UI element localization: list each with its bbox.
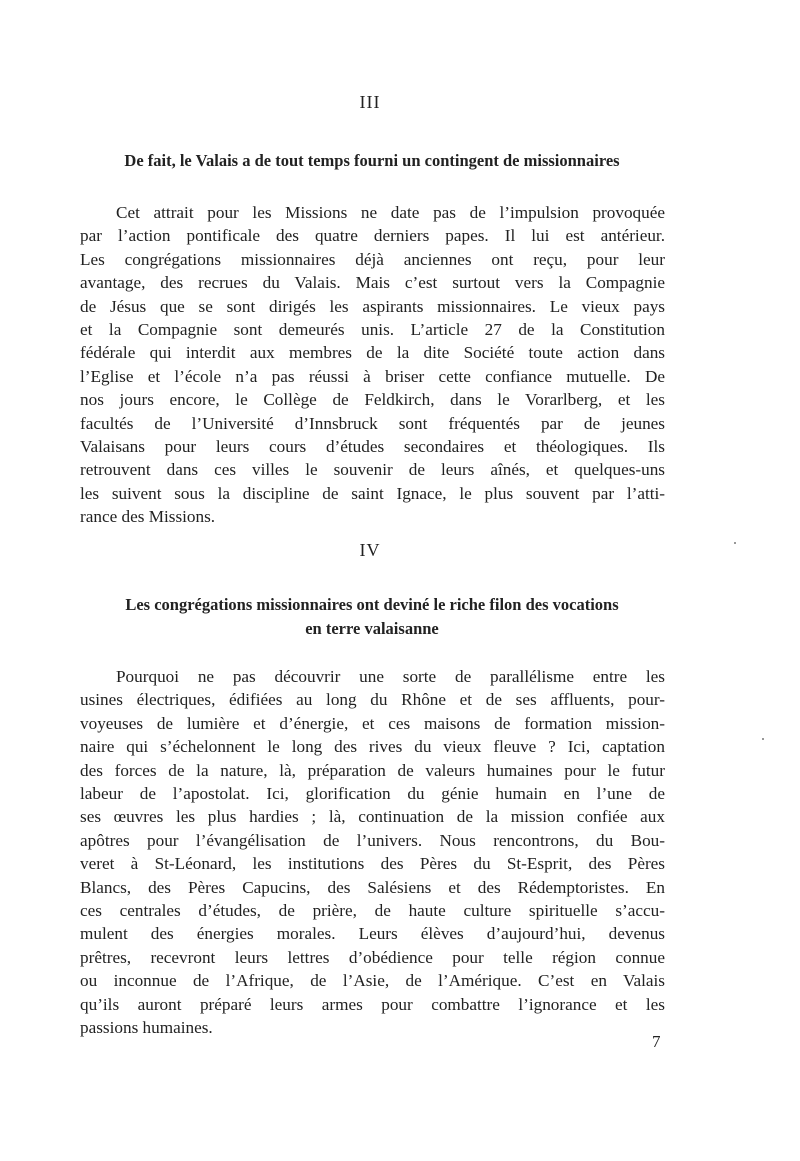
page-number: 7 — [652, 1032, 661, 1051]
paragraph-line: qu’ils auront préparé leurs armes pour combattre l’ignorance et les — [80, 994, 665, 1014]
paragraph-line: l’Eglise et l’école n’a pas réussi à briser cette confiance mutuelle. De — [80, 366, 665, 386]
section-iii-heading-line: De fait, le Valais a de tout temps fourni un contingent de missionnaires — [124, 151, 620, 170]
section-iv-heading-line: Les congrégations missionnaires ont deviné le riche filon des vocations — [125, 595, 619, 614]
paragraph-line: voyeuses de lumière et d’énergie, et ces maisons de formation mission- — [80, 713, 665, 733]
paragraph-line: de Jésus que se sont dirigés les aspirants missionnaires. Le vieux pays — [80, 296, 665, 316]
paragraph-line: apôtres pour l’évangélisation de l’univers. Nous rencontrons, du Bou- — [80, 830, 665, 850]
paragraph-line: les suivent sous la discipline de saint Ignace, le plus souvent par l’atti- — [80, 483, 665, 503]
section-iii-paragraph — [80, 201, 665, 529]
paragraph-line: Pourquoi ne pas découvrir une sorte de parallélisme entre les — [116, 667, 665, 686]
paragraph-line: ces centrales d’études, de prière, de haute culture spirituelle s’accu- — [80, 901, 665, 921]
section-iii-heading — [78, 149, 666, 173]
scan-speck — [762, 738, 764, 740]
paragraph-line: ses œuvres les plus hardies ; là, continuation de la mission confiée aux — [80, 807, 665, 827]
scan-speck — [734, 542, 736, 544]
paragraph-line: passions humaines. — [80, 1018, 213, 1038]
paragraph-line: avantage, des recrues du Valais. Mais c’est surtout vers la Compagnie — [80, 273, 665, 293]
section-iv-heading — [78, 593, 666, 641]
paragraph-line: labeur de l’apostolat. Ici, glorification du génie humain en l’une de — [80, 784, 665, 804]
section-iv-paragraph — [80, 665, 665, 1040]
paragraph-line: naire qui s’échelonnent le long des rives du vieux fleuve ? Ici, captation — [80, 737, 665, 757]
section-number-iii: III — [359, 92, 381, 112]
paragraph-line: mulent des énergies morales. Leurs élèves d’aujourd’hui, devenus — [80, 924, 665, 944]
paragraph-line: rance des Missions. — [80, 507, 216, 527]
paragraph-line: fédérale qui interdit aux membres de la dite Société toute action dans — [80, 343, 665, 363]
paragraph-line: des forces de la nature, là, préparation de valeurs humaines pour le futur — [80, 760, 665, 780]
paragraph-line: veret à St-Léonard, les institutions des Pères du St-Esprit, des Pères — [80, 854, 665, 874]
section-iv-heading-line: en terre valaisanne — [305, 619, 439, 638]
paragraph-line: Les congrégations missionnaires déjà anciennes ont reçu, pour leur — [80, 249, 665, 269]
section-number-iv: IV — [359, 540, 381, 560]
paragraph-line: usines électriques, édifiées au long du Rhône et de ses affluents, pour- — [80, 690, 665, 710]
paragraph-line: facultés de l’Université d’Innsbruck sont fréquentés par de jeunes — [80, 413, 665, 433]
paragraph-line: et la Compagnie sont demeurés unis. L’article 27 de la Constitution — [80, 320, 665, 340]
paragraph-line: prêtres, recevront leurs lettres d’obédience pour telle région connue — [80, 947, 665, 967]
paragraph-line: par l’action pontificale des quatre derniers papes. Il lui est antérieur. — [80, 226, 665, 246]
paragraph-line: Valaisans pour leurs cours d’études secondaires et théologiques. Ils — [80, 437, 665, 457]
paragraph-line: retrouvent dans ces villes le souvenir de leurs aînés, et quelques-uns — [80, 460, 665, 480]
paragraph-line: ou inconnue de l’Afrique, de l’Asie, de l’Amérique. C’est en Valais — [80, 971, 665, 991]
paragraph-line: nos jours encore, le Collège de Feldkirch, dans le Vorarlberg, et les — [80, 390, 665, 410]
paragraph-line: Blancs, des Pères Capucins, des Salésiens et des Rédemptoristes. En — [80, 877, 665, 897]
paragraph-line: Cet attrait pour les Missions ne date pas de l’impulsion provoquée — [116, 203, 665, 222]
